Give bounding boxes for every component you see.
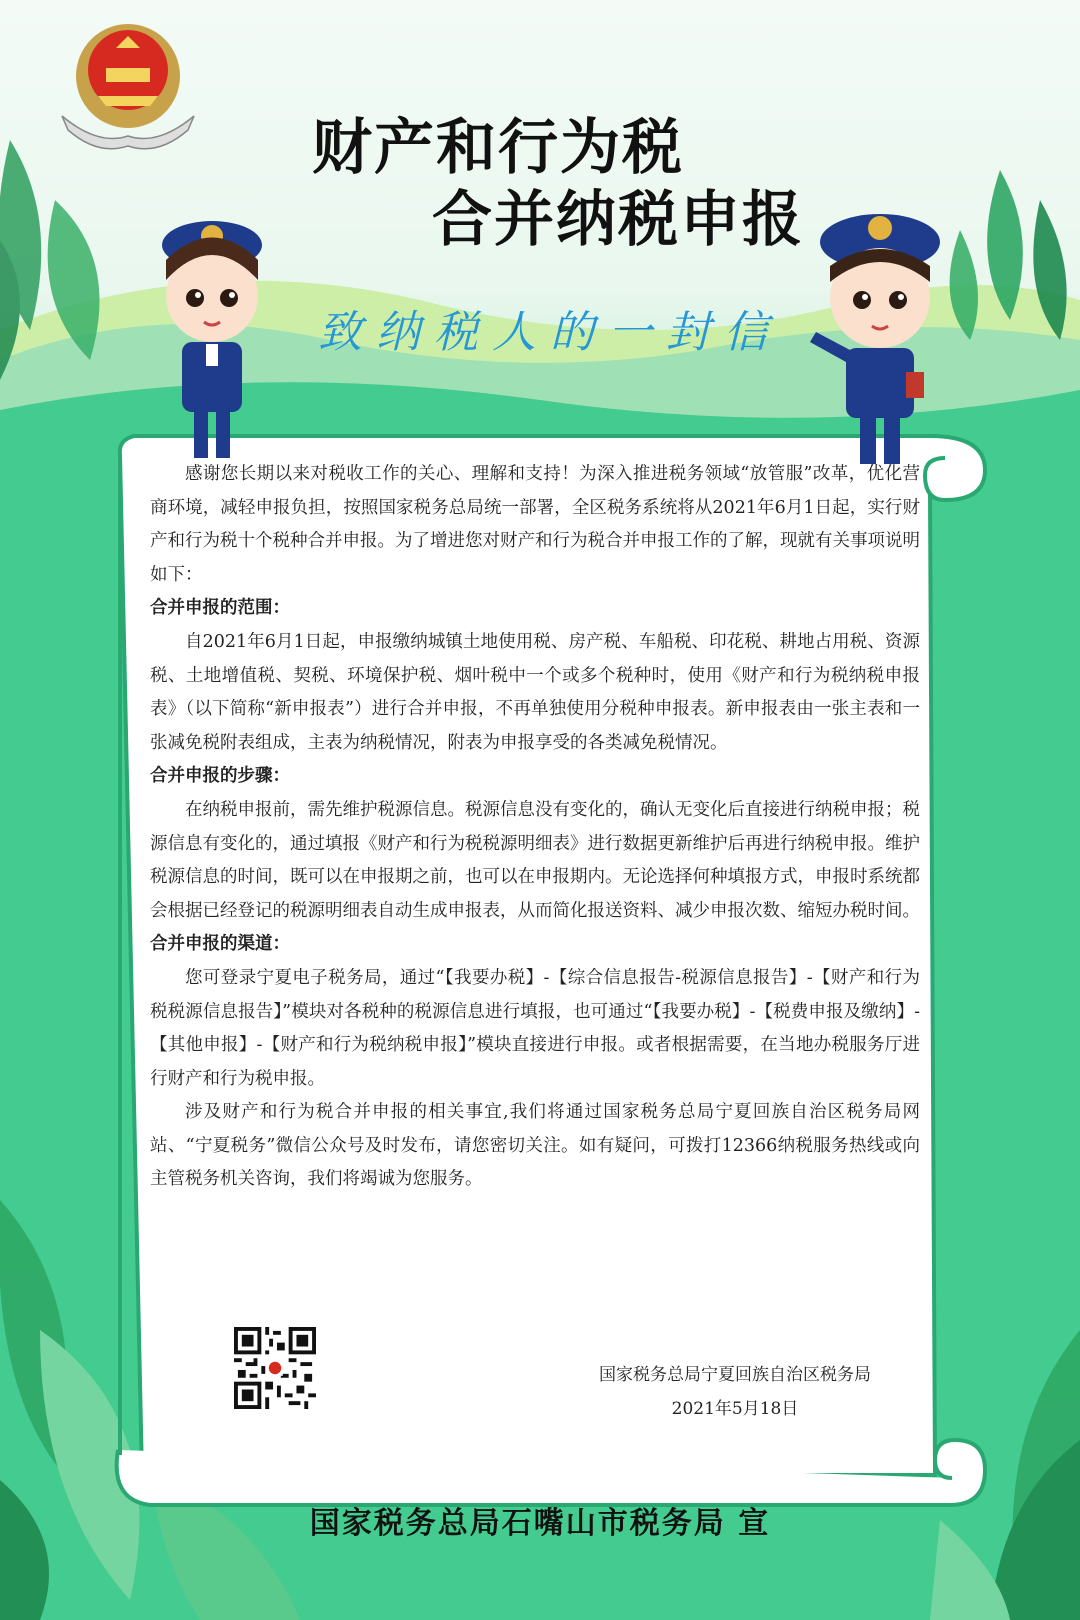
section-body-scope: 自2021年6月1日起，申报缴纳城镇土地使用税、房产税、车船税、印花税、耕地占用税、资源税、土地增值税、契税、环境保护税、烟叶税中一个或多个税种时，使用《财产和行为税纳税申报表》（以下简称“新申报表”）进行合并申报，不再单独使用分税种申报表。新申报表由一张主表和一张减免税附表组成，主表为纳税情况，附表为申报享受的各类减免税情况。	[150, 631, 920, 753]
section-body-channels: 您可登录宁夏电子税务局，通过“【我要办税】-【综合信息报告-税源信息报告】-【财产和行为税税源信息报告】”模块对各税种的税源信息进行填报，也可通过“【我要办税】-【税费申报及缴纳】-【其他申报】-【财产和行为税纳税申报】”模块直接进行申报。或者根据需要，在当地办税服务厅进行财产和行为税申报。	[150, 967, 920, 1089]
tax-emblem-graphic	[62, 24, 194, 149]
qr-code	[234, 1327, 316, 1409]
title-line-1: 财产和行为税	[312, 113, 684, 183]
footer-publisher: 国家税务总局石嘴山市税务局 宣	[309, 1506, 771, 1541]
signature-block	[560, 1358, 910, 1426]
subtitle: 致纳税人的一封信	[318, 307, 782, 358]
signature-date: 2021年5月18日	[671, 1399, 799, 1419]
section-body-steps: 在纳税申报前，需先维护税源信息。税源信息没有变化的，确认无变化后直接进行纳税申报；税源信息有变化的，通过填报《财产和行为税税源明细表》进行数据更新维护后再进行纳税申报。维护税源信息的时间，既可以在申报期之前，也可以在申报期内。无论选择何种填报方式，申报时系统都会根据已经登记的税源明细表自动生成申报表，从而简化报送资料、减少申报次数、缩短办税时间。	[150, 799, 920, 921]
section-heading-channels: 合并申报的渠道：	[150, 934, 290, 955]
section-heading-steps: 合并申报的步骤：	[150, 766, 290, 787]
letter-body	[150, 458, 920, 1197]
title-line-2: 合并纳税申报	[432, 185, 804, 255]
intro-paragraph: 感谢您长期以来对税收工作的关心、理解和支持！为深入推进税务领域“放管服”改革，优化营商环境，减轻申报负担，按照国家税务总局统一部署，全区税务系统将从2021年6月1日起，实行财产和行为税十个税种合并申报。为了增进您对财产和行为税合并申报工作的了解，现就有关事项说明如下：	[150, 464, 920, 585]
signature-org: 国家税务总局宁夏回族自治区税务局	[599, 1365, 871, 1385]
section-heading-scope: 合并申报的范围：	[150, 598, 290, 619]
closing-paragraph: 涉及财产和行为税合并申报的相关事宜,我们将通过国家税务总局宁夏回族自治区税务局网站、“宁夏税务”微信公众号及时发布，请您密切关注。如有疑问，可拨打12366纳税服务热线或向主管税务机关咨询，我们将竭诚为您服务。	[150, 1102, 920, 1190]
